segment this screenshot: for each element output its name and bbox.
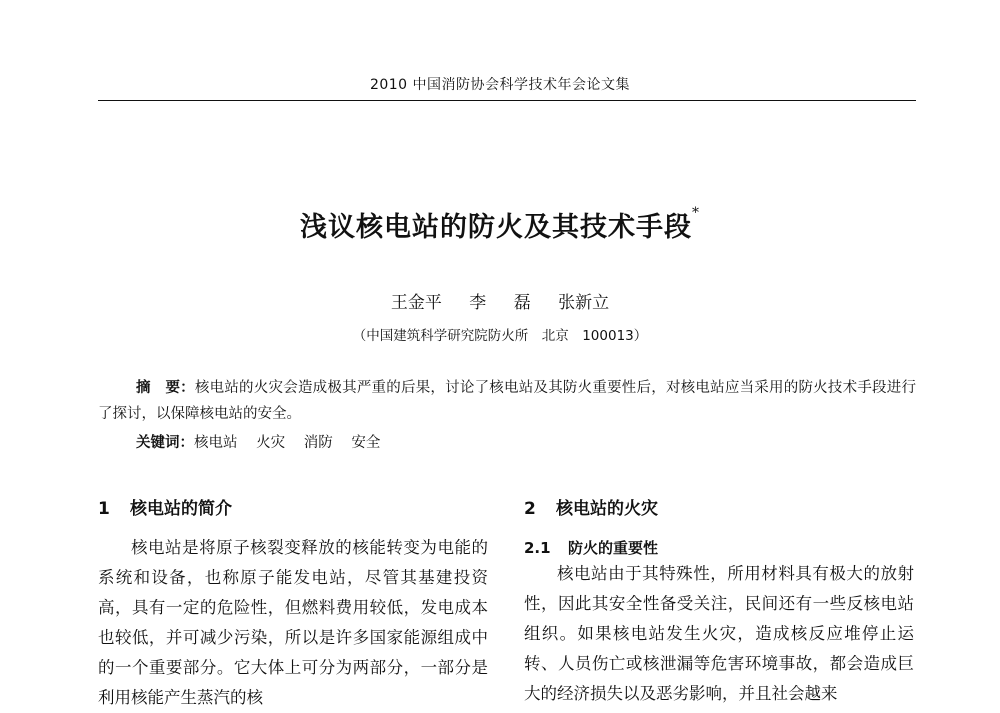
keywords-text: 核电站 火灾 消防 安全 (194, 435, 381, 451)
section-1-title: 核电站的简介 (130, 499, 232, 519)
title-text: 浅议核电站的防火及其技术手段 (300, 212, 692, 243)
abstract-text: 核电站的火灾会造成极其严重的后果，讨论了核电站及其防火重要性后，对核电站应当采用的防火技术手段进行了探讨，以保障核电站的安全。 (98, 380, 917, 422)
running-head: 2010 中国消防协会科学技术年会论文集 (369, 77, 631, 93)
paper-title (0, 205, 1000, 244)
affiliation: （中国建筑科学研究院防火所 北京 100013） (352, 328, 648, 344)
authors: 王金平 李 磊 张新立 (390, 293, 610, 313)
section-1-number: 1 (98, 499, 110, 519)
subsection-2-1-number: 2.1 (524, 539, 551, 557)
subsection-2-1-heading (524, 537, 914, 559)
column-left (98, 497, 488, 713)
section-1-heading (98, 497, 488, 521)
section-2-title: 核电站的火灾 (556, 499, 658, 519)
column-right (524, 497, 914, 709)
header-rule (98, 100, 916, 101)
section-2-number: 2 (524, 499, 536, 519)
subsection-2-1-title: 防火的重要性 (568, 539, 659, 557)
title-footnote-mark: * (692, 205, 700, 221)
section-2-heading (524, 497, 914, 521)
section-2-body: 核电站由于其特殊性，所用材料具有极大的放射性，因此其安全性备受关注，民间还有一些反核电站组织。如果核电站发生火灾，造成核反应堆停止运转、人员伤亡或核泄漏等危害环境事故，都会造成巨大的经济损失以及恶劣影响，并且社会越来 (524, 564, 914, 703)
section-1-body: 核电站是将原子核裂变释放的核能转变为电能的系统和设备，也称原子能发电站，尽管其基建投资高，具有一定的危险性，但燃料费用较低，发电成本也较低，并可减少污染，所以是许多国家能源组成中的一个重要部分。它大体上可分为两部分，一部分是利用核能产生蒸汽的核 (98, 538, 488, 707)
keywords (98, 430, 916, 456)
abstract-label: 摘 要： (136, 380, 195, 396)
keywords-label: 关键词： (136, 435, 194, 451)
abstract (98, 375, 916, 427)
